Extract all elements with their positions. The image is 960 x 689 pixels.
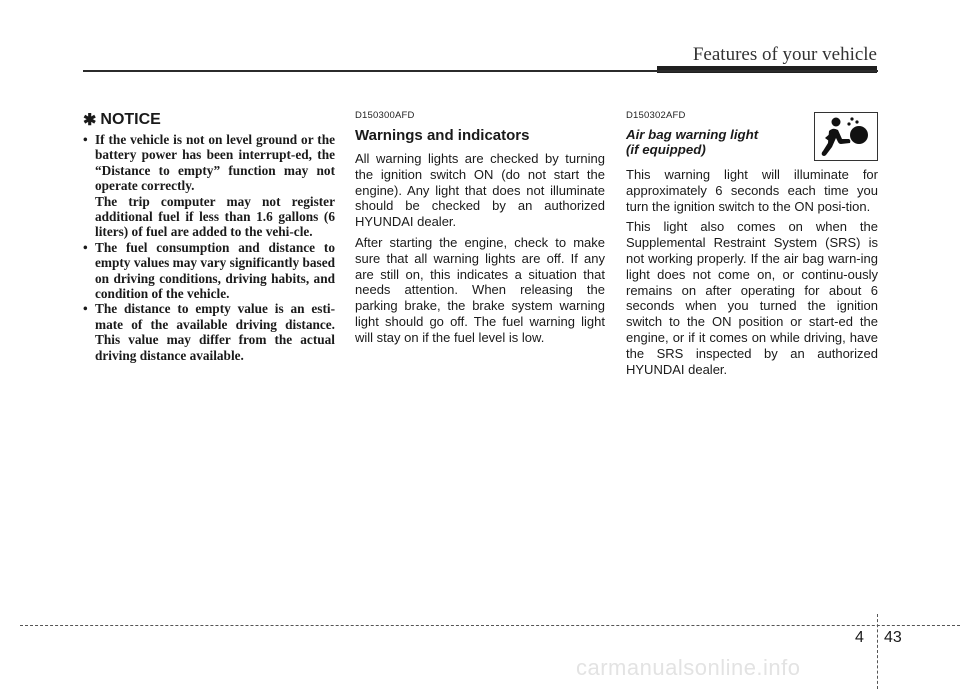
bullet-icon: • (83, 132, 88, 147)
bullet-icon: • (83, 301, 88, 317)
notice-item-text: The trip computer may not register additional fuel if less than 1.6 gallons (6 liters) of fuel are added to the vehi-cle. (95, 193, 335, 240)
page-number: 43 (884, 629, 902, 646)
body-paragraph: This warning light will illuminate for approximately 6 seconds each time you turn the ignition switch to the ON posi-tion. (626, 167, 878, 214)
airbag-title-line: Air bag warning light (626, 127, 759, 142)
airbag-warning-icon (814, 112, 878, 161)
section-title: Warnings and indicators (355, 127, 530, 144)
notice-item-text: If the vehicle is not on level ground or the battery power has been interrupt-ed, the “Distance to empty” function may not operate correctly. (95, 132, 335, 194)
chapter-number: 4 (855, 629, 864, 646)
airbag-title (626, 127, 796, 157)
notice-column (83, 110, 335, 363)
header-rule (83, 70, 878, 72)
section-code: D150302AFD (626, 110, 686, 121)
body-paragraph: This light also comes on when the Supplemental Restraint System (SRS) is not working properly. If the air bag warn-ing light does not come on, or continu-ously remains on after operating for about 6 seconds when you turned the ignition switch to the ON position or start-ed the engine, or if it comes on while driving, have the SRS inspected by an authorized HYUNDAI dealer. (626, 219, 878, 377)
notice-item-text: The distance to empty value is an esti-mate of the available driving distance. This value may differ from the actual driving distance available. (95, 301, 335, 363)
notice-item-text: The fuel consumption and distance to empty values may vary significantly based on driving conditions, driving habits, and condition of the vehicle. (95, 239, 335, 302)
notice-heading (83, 110, 335, 130)
airbag-warning-symbol (815, 113, 876, 159)
footer-divider (877, 614, 878, 689)
airbag-column (626, 110, 878, 382)
section-code: D150300AFD (355, 110, 415, 121)
section-header-title: Features of your vehicle (692, 44, 877, 65)
notice-item (83, 240, 335, 302)
warnings-column (355, 110, 605, 351)
footer-rule (20, 625, 960, 626)
notice-item (83, 301, 335, 363)
body-paragraph: All warning lights are checked by turning the ignition switch ON (do not start the engine). Any light that does not illuminate should be checked by an authorized HYUNDAI dealer. (355, 151, 605, 230)
notice-title: NOTICE (100, 111, 161, 128)
watermark: carmanualsonline.info (576, 655, 801, 680)
body-paragraph: After starting the engine, check to make sure that all warning lights are off. If any are still on, this indicates a situation that needs attention. When releasing the parking brake, the brake system warning light should go off. The fuel warning light will stay on if the fuel level is low. (355, 234, 605, 345)
notice-list (83, 132, 335, 363)
notice-star-icon: ✱ (83, 112, 97, 129)
bullet-icon: • (83, 239, 88, 255)
airbag-title-qualifier: (if equipped) (626, 142, 706, 157)
notice-item (83, 132, 335, 240)
